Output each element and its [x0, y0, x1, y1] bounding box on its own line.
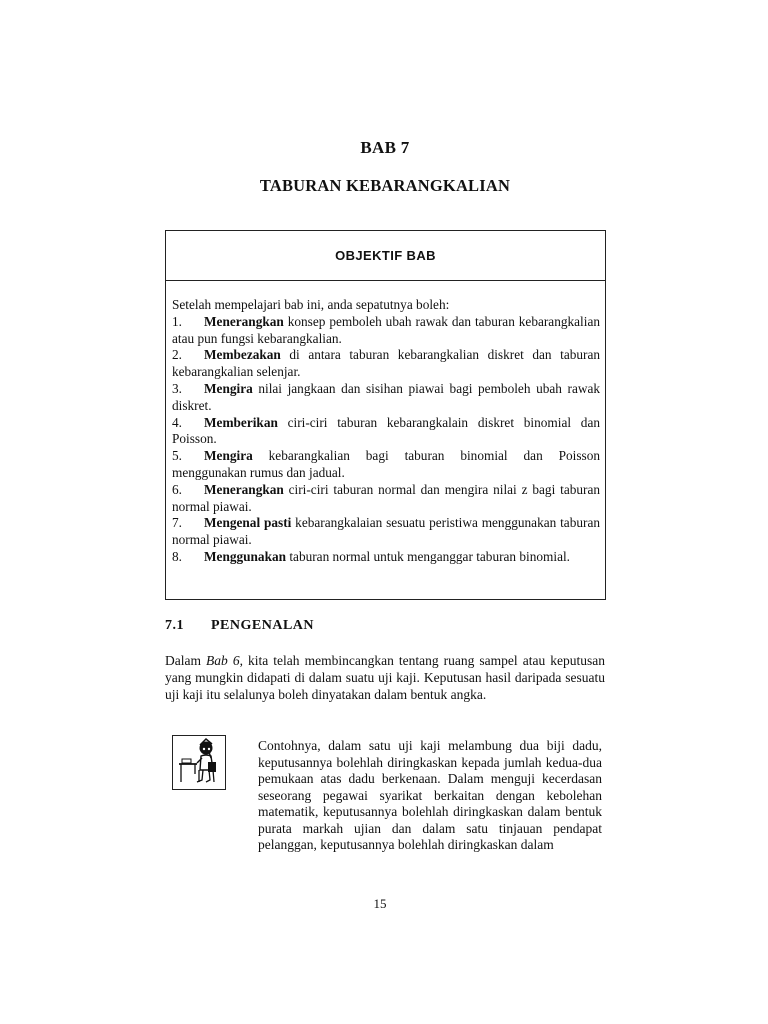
section-heading: [165, 618, 314, 634]
objective-item: [172, 314, 600, 348]
objective-verb: Mengira: [204, 448, 253, 464]
objective-verb: Membezakan: [204, 347, 281, 363]
objective-text: konsep pemboleh ubah rawak dan taburan kebarangkalian atau pun fungsi kebarangkalian.: [172, 313, 600, 346]
objectives-heading: OBJEKTIF BAB: [166, 231, 605, 281]
objective-item: [172, 381, 600, 415]
objective-number: 7.: [172, 515, 182, 531]
intro-text-after: , kita telah membincangkan tentang ruang sampel atau keputusan yang mungkin didapati di dalam suatu uji kaji. Keputusan hasil daripada sesuatu uji kaji itu selalunya boleh dinyatakan dalam bentuk angka.: [165, 653, 605, 702]
objective-number: 3.: [172, 380, 182, 396]
side-paragraph: Contohnya, dalam satu uji kaji melambung dua biji dadu, keputusannya bolehlah diringkaskan kepada jumlah kedua-dua pemukaan atas dadu berkenaan. Dalam menguji kecerdasan seseorang pegawai syarikat berkaitan dengan kebolehan matematik, keputusannya bolehlah diringkaskan dalam bentuk purata markah ujian dan dalam satu tinjauan pendapat pelanggan, keputusannya bolehlah diringkaskan dalam: [258, 738, 602, 852]
objective-item: [172, 515, 600, 549]
objective-verb: Memberikan: [204, 414, 278, 430]
objectives-box: [165, 230, 606, 600]
intro-text-emphasis: Bab 6: [206, 653, 240, 668]
objectives-list: [172, 314, 600, 566]
objectives-body: [166, 281, 605, 566]
objective-text: kebarangkalian bagi taburan binomial dan Poisson menggunakan rumus dan jadual.: [172, 448, 600, 480]
objective-item: [172, 549, 600, 566]
objective-verb: Menerangkan: [204, 313, 284, 329]
thinking-person-at-desk-icon: [172, 735, 226, 790]
objective-item: [172, 482, 600, 516]
objective-item: [172, 415, 600, 449]
chapter-number: BAB 7: [360, 138, 410, 157]
objective-text: di antara taburan kebarangkalian diskret dan taburan kebarangkalian selenjar.: [172, 347, 600, 380]
objective-verb: Mengenal pasti: [204, 515, 292, 531]
objective-number: 2.: [172, 347, 182, 363]
objective-item: [172, 448, 600, 482]
objective-text: ciri-ciri taburan normal dan mengira nilai z bagi taburan normal piawai.: [172, 481, 600, 514]
chapter-title: TABURAN KEBARANGKALIAN: [259, 176, 511, 195]
objective-number: 4.: [172, 414, 182, 430]
intro-paragraph: [165, 652, 605, 703]
objective-number: 1.: [172, 313, 182, 329]
objective-verb: Menggunakan: [204, 548, 287, 564]
section-title: PENGENALAN: [211, 618, 315, 633]
section-number: 7.1: [165, 618, 184, 633]
objective-text: ciri-ciri taburan kebarangkalain diskret binomial dan Poisson.: [172, 414, 600, 447]
intro-text-before: Dalam: [165, 653, 207, 668]
objective-text: taburan normal untuk menganggar taburan binomial.: [286, 548, 570, 564]
objective-number: 5.: [172, 448, 182, 464]
objective-item: [172, 347, 600, 381]
objective-text: kebarangkalaian sesuatu peristiwa menggunakan taburan normal piawai.: [172, 515, 600, 548]
objective-number: 6.: [172, 481, 182, 497]
objective-verb: Mengira: [204, 380, 253, 396]
objective-number: 8.: [172, 548, 182, 564]
page-number: 15: [373, 896, 387, 911]
objective-text: nilai jangkaan dan sisihan piawai bagi pemboleh ubah rawak diskret.: [172, 380, 600, 413]
objectives-intro: Setelah mempelajari bab ini, anda sepatutnya boleh:: [172, 297, 450, 312]
objective-verb: Menerangkan: [204, 481, 284, 497]
